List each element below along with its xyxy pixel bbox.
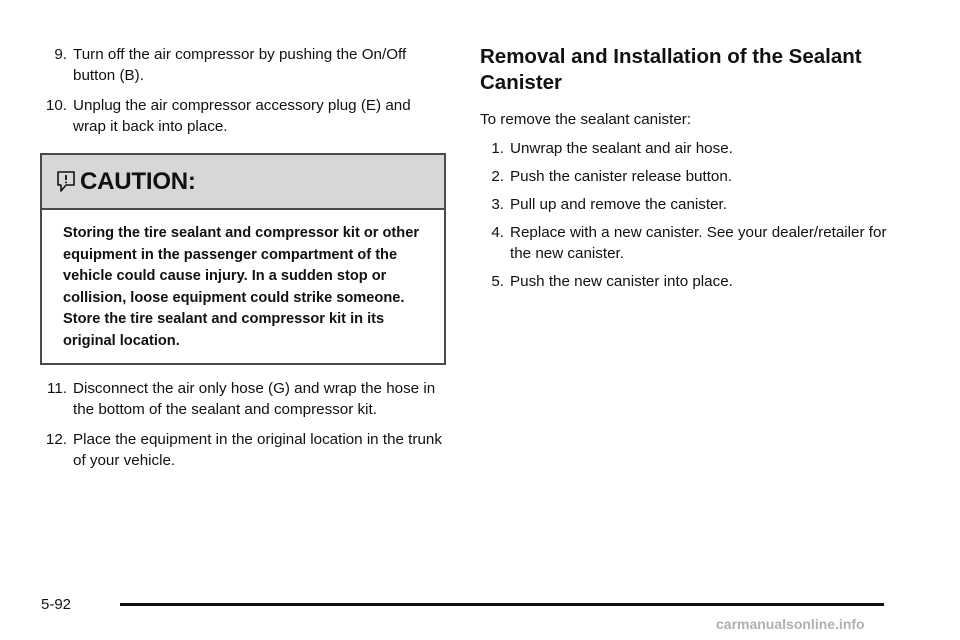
right-column	[480, 44, 910, 299]
step-text: Disconnect the air only hose (G) and wrap the hose in the bottom of the sealant and compressor kit.	[73, 380, 436, 418]
caution-text: Storing the tire sealant and compressor kit or other equipment in the passenger compartment of the vehicle could cause injury. In a sudden stop or collision, loose equipment could strike someone. Store the tire sealant and compressor kit in its original location.	[63, 225, 420, 349]
caution-title: CAUTION:	[80, 167, 196, 195]
step-text: Unwrap the sealant and air hose.	[510, 140, 733, 157]
caution-header	[42, 155, 444, 210]
instruction-step	[40, 95, 446, 137]
step-number: 4.	[491, 224, 504, 241]
page-number: 5-92	[41, 596, 72, 613]
caution-warning-icon	[55, 170, 77, 194]
step-number: 12.	[45, 431, 67, 448]
step-text: Turn off the air compressor by pushing the On/Off button (B).	[73, 46, 407, 84]
instruction-step	[40, 44, 446, 86]
footer-rule	[120, 603, 884, 606]
step-number: 10.	[45, 97, 67, 114]
instruction-step	[40, 429, 446, 471]
step-text: Pull up and remove the canister.	[510, 196, 727, 213]
section-heading: Removal and Installation of the Sealant Canister	[480, 45, 862, 94]
step-number: 3.	[491, 196, 504, 213]
instruction-step	[480, 222, 910, 264]
step-number: 9.	[54, 46, 67, 63]
caution-box	[40, 153, 446, 365]
instruction-step	[480, 138, 910, 159]
left-column	[40, 44, 446, 480]
instruction-step	[480, 194, 910, 215]
step-number: 2.	[491, 168, 504, 185]
step-text: Place the equipment in the original location in the trunk of your vehicle.	[73, 431, 442, 469]
step-number: 5.	[491, 273, 504, 290]
section-intro: To remove the sealant canister:	[480, 111, 692, 128]
instruction-step	[40, 378, 446, 420]
step-text: Replace with a new canister. See your dealer/retailer for the new canister.	[510, 224, 887, 262]
step-number: 1.	[491, 140, 504, 157]
step-text: Unplug the air compressor accessory plug (E) and wrap it back into place.	[73, 97, 411, 135]
step-text: Push the new canister into place.	[510, 273, 733, 290]
watermark: carmanualsonline.info	[716, 616, 865, 632]
step-number: 11.	[47, 380, 67, 397]
instruction-step	[480, 271, 910, 292]
step-text: Push the canister release button.	[510, 168, 733, 185]
instruction-step	[480, 166, 910, 187]
